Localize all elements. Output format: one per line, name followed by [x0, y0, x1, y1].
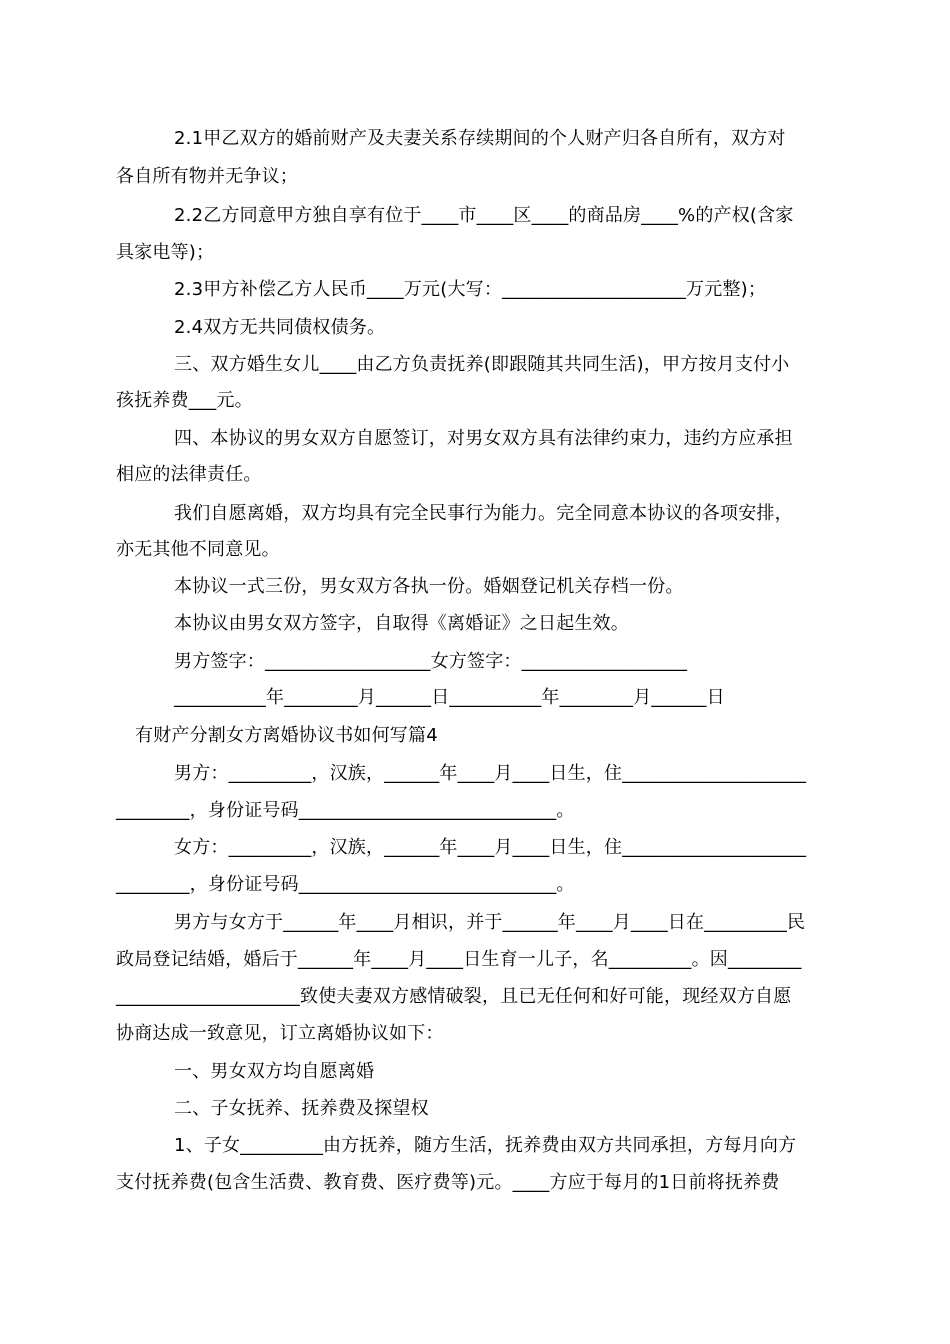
text-line: ________，身份证号码____________________________。 — [116, 800, 575, 821]
text-line: 支付抚养费(包含生活费、教育费、医疗费等)元。____方应于每月的1日前将抚养费 — [116, 1172, 780, 1193]
section-heading: 有财产分割女方离婚协议书如何写篇4 — [135, 725, 438, 746]
text-line: 三、双方婚生女儿____由乙方负责抚养(即跟随其共同生活)，甲方按月支付小 — [174, 354, 790, 375]
text-line: 亦无其他不同意见。 — [116, 539, 280, 560]
text-line: 协商达成一致意见，订立离婚协议如下： — [116, 1023, 444, 1044]
text-line: 具家电等)； — [116, 242, 215, 263]
text-line: ________，身份证号码____________________________。 — [116, 874, 575, 895]
text-line: 我们自愿离婚，双方均具有完全民事行为能力。完全同意本协议的各项安排， — [174, 503, 793, 524]
text-line: 男方与女方于______年____月相识，并于______年____月____日在_________民 — [174, 912, 806, 933]
text-line: ____________________致使夫妻双方感情破裂，且已无任何和好可能，现经双方自愿 — [116, 986, 792, 1007]
text-line: 各自所有物并无争议； — [116, 166, 298, 187]
text-line: 四、本协议的男女双方自愿签订，对男女双方具有法律约束力，违约方应承担 — [174, 428, 793, 449]
text-line: 相应的法律责任。 — [116, 464, 262, 485]
signature-line: 男方签字：__________________女方签字：__________________ — [174, 651, 688, 672]
text-line: 本协议一式三份，男女双方各执一份。婚姻登记机关存档一份。 — [174, 576, 684, 597]
text-line: 二、子女抚养、抚养费及探望权 — [174, 1098, 429, 1119]
text-line: 1、子女_________由方抚养，随方生活，抚养费由双方共同承担，方每月向方 — [174, 1135, 797, 1156]
text-line: 2.2乙方同意甲方独自享有位于____市____区____的商品房____%的产权(含家 — [174, 205, 794, 226]
text-line: 本协议由男女双方签字，自取得《离婚证》之日起生效。 — [174, 613, 629, 634]
text-line: 政局登记结婚，婚后于______年____月____日生育一儿子，名_________。因________ — [116, 949, 802, 970]
text-line: 孩抚养费___元。 — [116, 390, 253, 411]
text-line: 2.4双方无共同债权债务。 — [174, 317, 386, 338]
text-line: 男方：_________，汉族，______年____月____日生，住____________________ — [174, 763, 807, 784]
text-line: 女方：_________，汉族，______年____月____日生，住____________________ — [174, 837, 807, 858]
text-line: 一、男女双方均自愿离婚 — [174, 1061, 375, 1082]
date-line: __________年________月______日__________年________月______日 — [174, 687, 725, 708]
text-line: 2.1甲乙双方的婚前财产及夫妻关系存续期间的个人财产归各自所有，双方对 — [174, 128, 786, 149]
text-line: 2.3甲方补偿乙方人民币____万元(大写：____________________万元整)； — [174, 279, 767, 300]
